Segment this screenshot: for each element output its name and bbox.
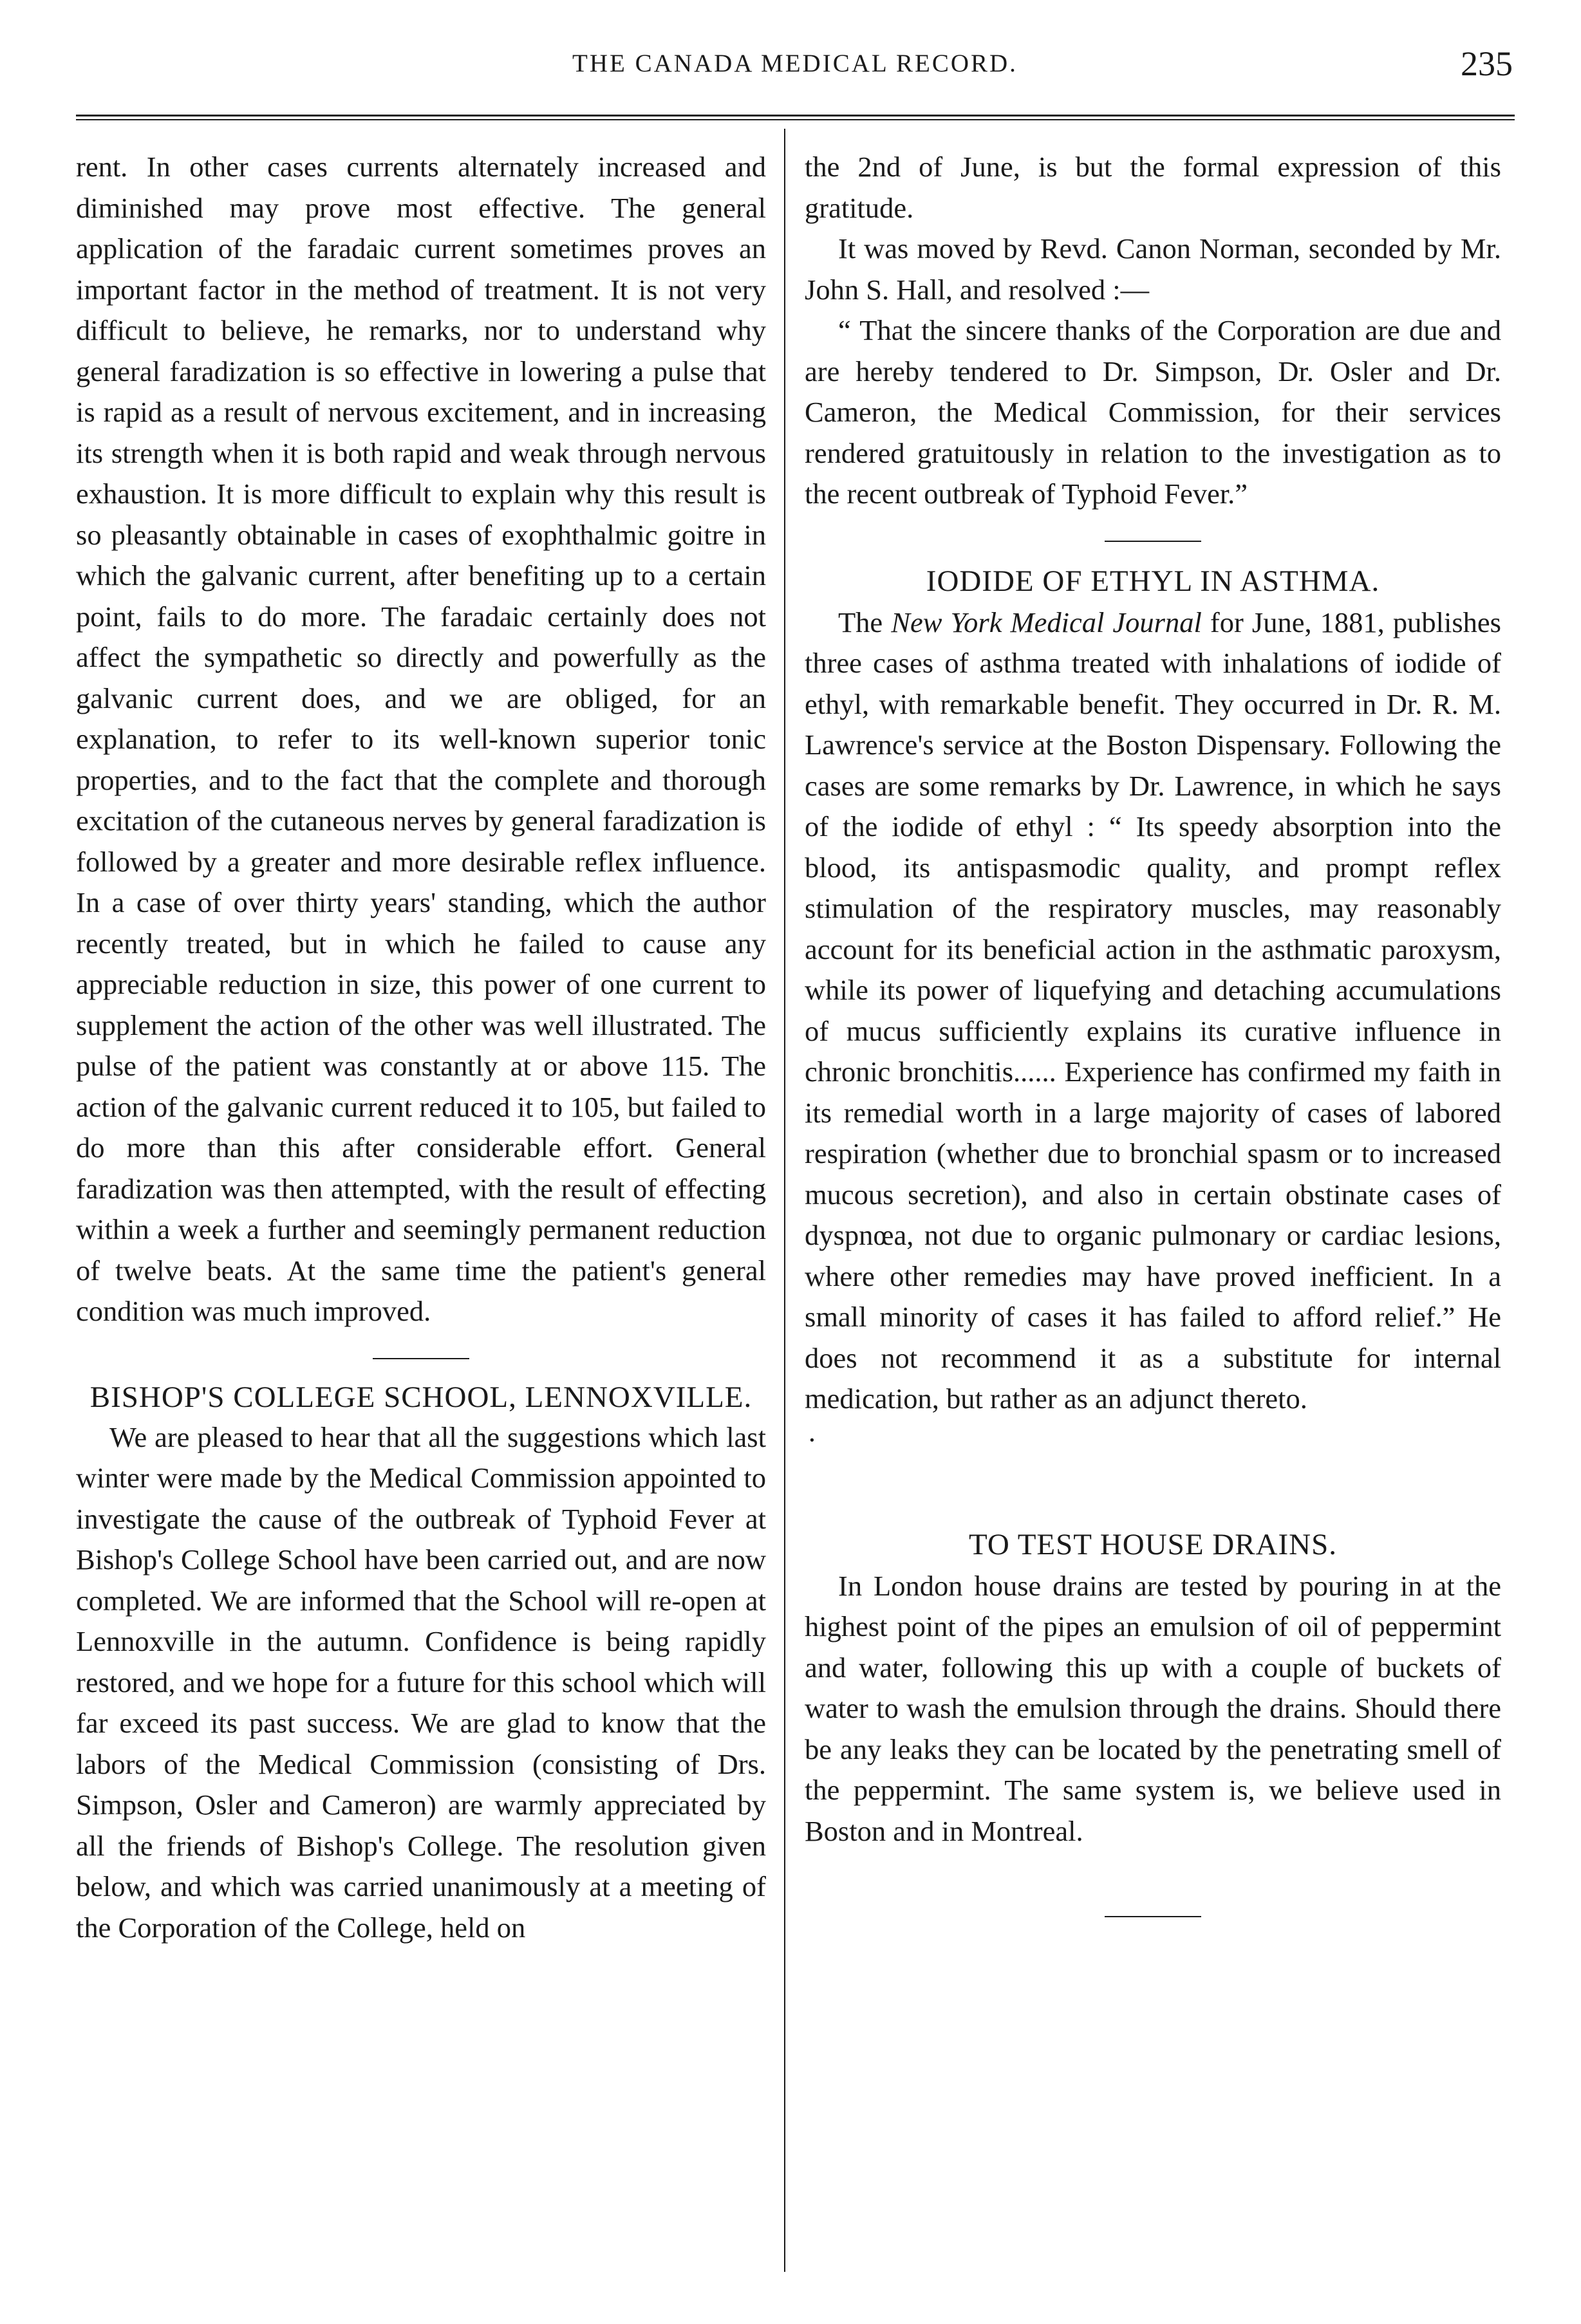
header-double-rule xyxy=(76,115,1515,120)
stray-print-mark: · xyxy=(807,1423,817,1456)
moved-paragraph: It was moved by Revd. Canon Norman, seconded by Mr. John S. Hall, and resolved :— xyxy=(805,232,1501,306)
bishops-college-heading: BISHOP'S COLLEGE SCHOOL, LENNOXVILLE. xyxy=(89,1380,753,1414)
section-separator-rule xyxy=(1105,541,1201,542)
intro-paragraph: rent. In other cases currents alternately increased and diminished may prove most effective. The general application of the faradaic current sometimes proves an important factor in the method of treatment. It is not very difficult to believe, he remarks, nor to understand why general faradization is so effective in lowering a pulse that is rapid as a result of nervous excitement, and in increasing its strength when it is both rapid and weak through nervous exhaustion. It is more difficult to explain why this result is so pleasantly obtainable in cases of exophthalmic goitre in which the galvanic current, after benefiting up to a certain point, fails to do more. The faradaic certainly does not affect the sympathetic so directly and powerfully as the galvanic current does, and we are obliged, for an explanation, to refer to its well-known superior tonic properties, and to the fact that the complete and thorough excitation of the cutaneous nerves by general faradization is followed by a greater and more desirable reflex influence. In a case of over thirty years' standing, which the author recently treated, but in which he failed to cause any appreciable reduction in size, this power of one current to supplement the action of the other was well illustrated. The pulse of the patient was constantly at or above 115. The action of the galvanic current reduced it to 105, but failed to do more than this after considerable effort. General faradization was then attempted, with the result of effecting within a week a further and seemingly permanent reduction of twelve beats. At the same time the patient's general condition was much improved. xyxy=(76,151,766,1327)
house-drains-paragraph: In London house drains are tested by pouring in at the highest point of the pipes an emulsion of oil of peppermint and water, following this up with a couple of buckets of water to wash the emulsion through the drains. Should there be any leaks they can be located by the penetrating smell of the peppermint. The same system is, we believe used in Boston and in Montreal. xyxy=(805,1569,1501,1847)
iodide-of-ethyl-paragraph xyxy=(805,602,1501,1420)
house-drains-heading: TO TEST HOUSE DRAINS. xyxy=(968,1527,1337,1561)
iodide-of-ethyl-heading: IODIDE OF ETHYL IN ASTHMA. xyxy=(926,564,1380,598)
column-divider xyxy=(784,129,785,2272)
left-column xyxy=(76,147,766,1948)
right-column xyxy=(805,147,1501,1917)
page-header xyxy=(77,44,1513,95)
journal-name: New York Medical Journal xyxy=(891,606,1202,638)
ethyl-lead-text: The xyxy=(838,606,892,638)
bishops-college-paragraph: We are pleased to hear that all the suggestions which last winter were made by the Medical Commission appointed to investigate the cause of the outbreak of Typhoid Fever at Bishop's College School have been carried out, and are now completed. We are informed that the School will re-open at Lennoxville in the autumn. Confidence is being rapidly restored, and we hope for a future for this school which will far exceed its past success. We are glad to know that the labors of the Medical Commission (consisting of Drs. Simpson, Osler and Cameron) are warmly appreciated by all the friends of Bishop's College. The resolution given below, and which was carried unanimously at a meeting of the Corporation of the College, held on xyxy=(76,1420,766,1944)
ethyl-body-text: for June, 1881, publishes three cases of asthma treated with inhalations of iodide of ethyl, with remarkable benefit. They occurred in Dr. R. M. Lawrence's service at the Boston Dispensary. Following the cases are some remarks by Dr. Lawrence, in which he says of the iodide of ethyl : “ Its speedy absorption into the blood, its antispasmodic quality, and prompt reflex stimulation of the respiratory muscles, may reasonably account for its beneficial action in the asthmatic paroxysm, while its power of liquefying and detaching accumulations of mucus sufficiently explains its curative influence in chronic bronchitis...... Experience has confirmed my faith in its remedial worth in a large majority of cases of labored respiration (whether due to bronchial spasm or to increased mucous secretion), and also in certain obstinate cases of dyspnœa, not due to organic pulmonary or cardiac lesions, where other remedies may have proved inefficient. In a small minority of cases it has failed to afford relief.” He does not recommend it as a substitute for internal medication, but rather as an adjunct thereto. xyxy=(805,606,1501,1415)
page-number: 235 xyxy=(1461,44,1513,83)
section-separator-rule xyxy=(373,1358,469,1359)
continued-paragraph: the 2nd of June, is but the formal expression of this gratitude. xyxy=(805,151,1501,224)
running-title: THE CANADA MEDICAL RECORD. xyxy=(572,50,1018,77)
resolution-paragraph: “ That the sincere thanks of the Corporation are due and are hereby tendered to Dr. Simpson, Dr. Osler and Dr. Cameron, the Medical Commission, for their services rendered gratuitously in relation to the investigation as to the recent outbreak of Typhoid Fever.” xyxy=(805,314,1501,510)
end-rule xyxy=(1105,1916,1201,1917)
